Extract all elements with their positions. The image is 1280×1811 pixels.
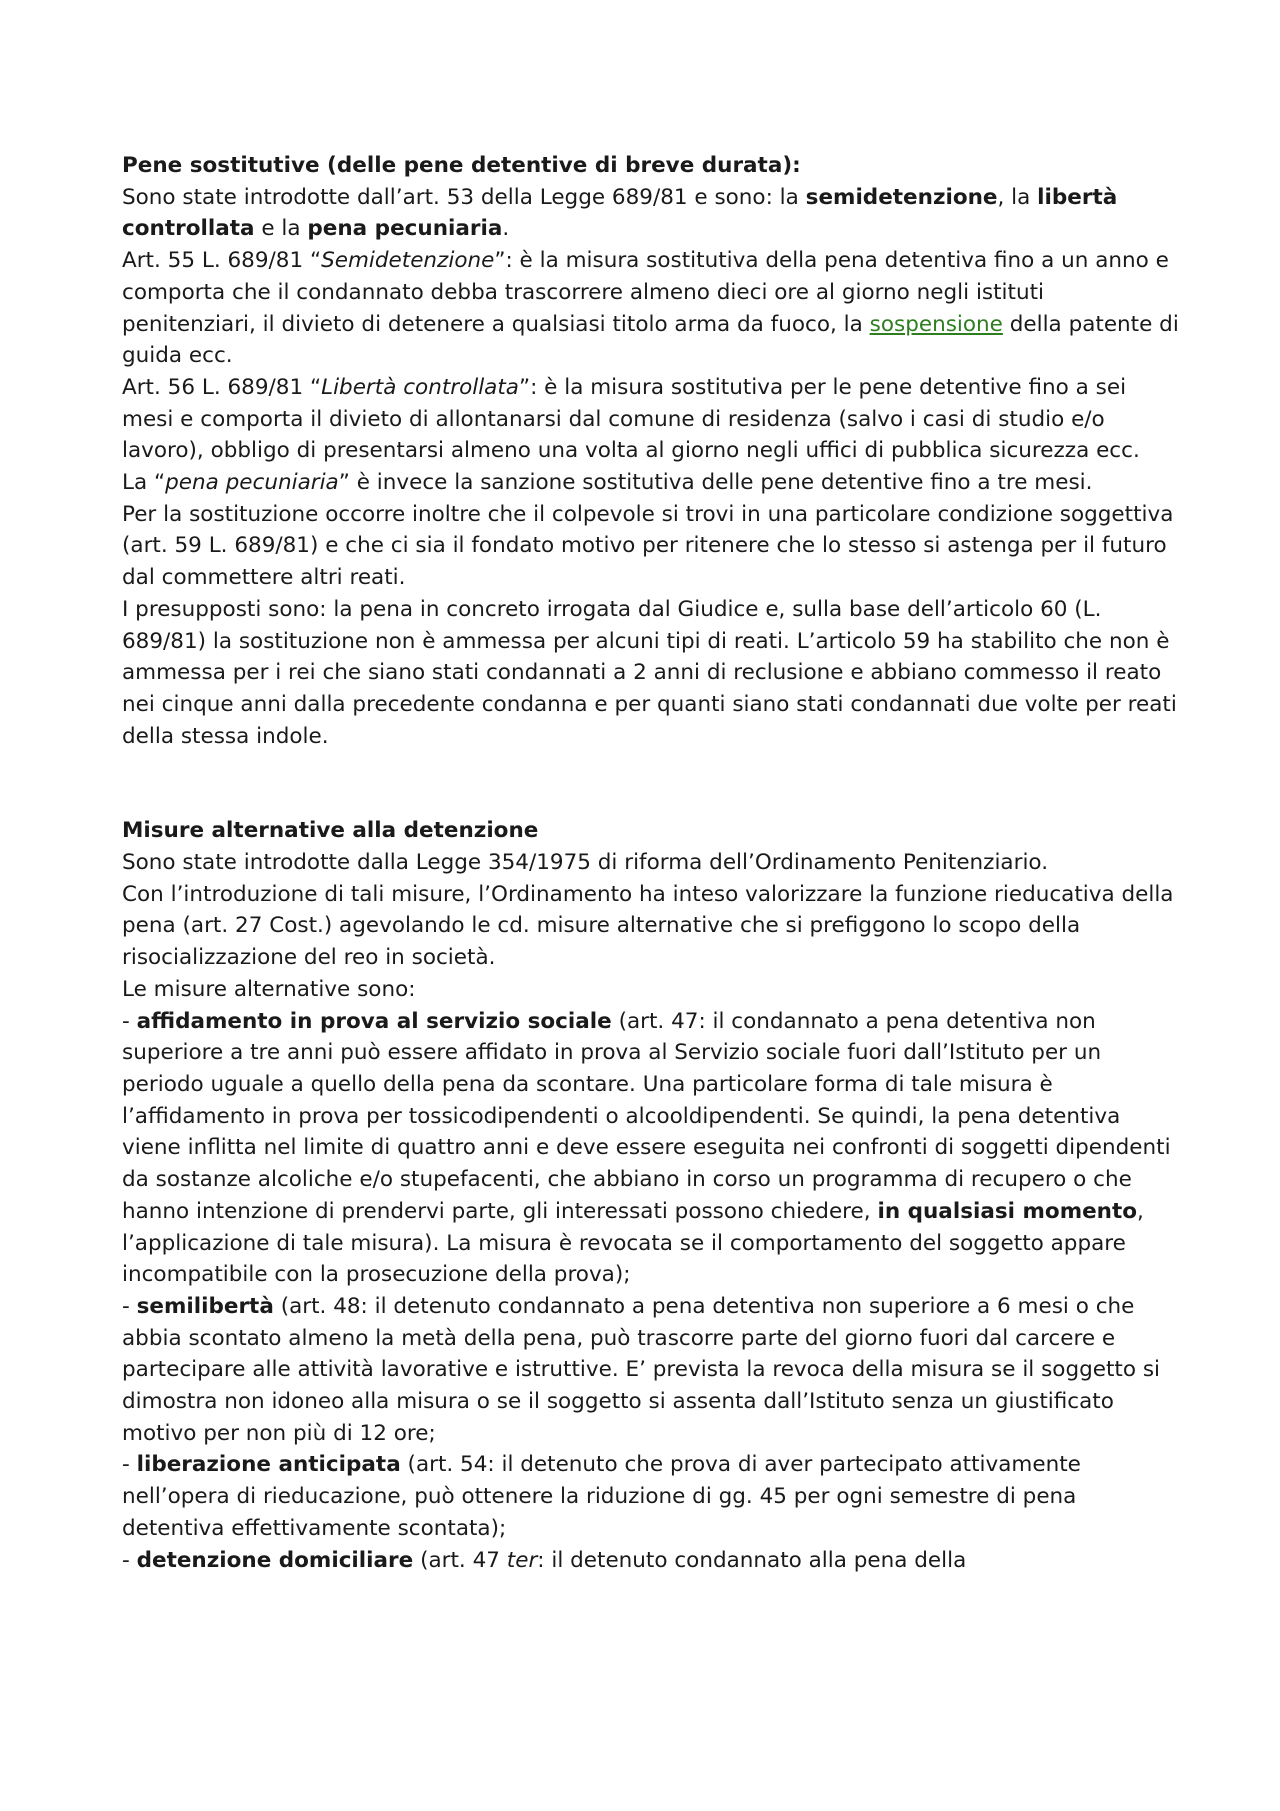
- section-spacer: [122, 752, 1182, 815]
- art55-paragraph: Art. 55 L. 689/81 “Semidetenzione”: è la misura sostitutiva della pena detentiva fino a un anno e comporta che il condannato debba trascorrere almeno dieci ore al giorno negli istituti penitenziari, il divieto di detenere a qualsiasi titolo arma da fuoco, la sospensione della patente di guida ecc.: [122, 248, 1179, 369]
- section-title: Pene sostitutive (delle pene detentive di breve durata):: [122, 153, 801, 178]
- list-item-semiliberta: - semilibertà (art. 48: il detenuto condannato a pena detentiva non superiore a 6 mesi o che abbia scontato almeno la metà della pena, può trascorre parte del giorno fuori dal carcere e partecipare alle attività lavorative e istruttive. E’ prevista la revoca della misura se il soggetto si dimostra non idoneo alla misura o se il soggetto si assenta dall’Istituto senza un giustificato motivo per non più di 12 ore;: [122, 1293, 1160, 1446]
- list-item-detenzione: - detenzione domiciliare (art. 47 ter: il detenuto condannato alla pena della: [122, 1547, 967, 1573]
- section-misure-alternative: [122, 815, 1182, 1576]
- ordinamento-paragraph: Con l’introduzione di tali misure, l’Ordinamento ha inteso valorizzare la funzione rieducativa della pena (art. 27 Cost.) agevolando le cd. misure alternative che si prefiggono lo scopo della risocializzazione del reo in società.: [122, 881, 1174, 971]
- list-item-affidamento: - affidamento in prova al servizio sociale (art. 47: il condannato a pena detentiva non superiore a tre anni può essere affidato in prova al Servizio sociale fuori dall’Istituto per un periodo uguale a quello della pena da scontare. Una particolare forma di tale misura è l’affidamento in prova per tossicodipendenti o alcooldipendenti. Se quindi, la pena detentiva viene inflitta nel limite di quattro anni e deve essere eseguita nei confronti di soggetti dipendenti da sostanze alcoliche e/o stupefacenti, che abbiano in corso un programma di recupero o che hanno intenzione di prendervi parte, gli interessati possono chiedere, in qualsiasi momento, l’applicazione di tale misura). La misura è revocata se il comportamento del soggetto appare incompatibile con la prosecuzione della prova);: [122, 1008, 1171, 1288]
- list-intro: Le misure alternative sono:: [122, 976, 416, 1002]
- sospensione-link[interactable]: sospensione: [869, 311, 1003, 337]
- presupposti-paragraph: I presupposti sono: la pena in concreto irrogata dal Giudice e, sulla base dell’articolo 60 (L. 689/81) la sostituzione non è ammessa per alcuni tipi di reati. L’articolo 59 ha stabilito che non è ammessa per i rei che siano stati condannati a 2 anni di reclusione e abbiano commesso il reato nei cinque anni dalla precedente condanna e per quanti siano stati condannati due volte per reati della stessa indole.: [122, 596, 1177, 749]
- intro-paragraph: Sono state introdotte dall’art. 53 della Legge 689/81 e sono: la semidetenzione, la libertà controllata e la pena pecuniaria.: [122, 184, 1118, 242]
- section-pene-sostitutive: [122, 150, 1182, 752]
- legge-354-paragraph: Sono state introdotte dalla Legge 354/1975 di riforma dell’Ordinamento Penitenziario.: [122, 850, 1049, 876]
- art56-paragraph: Art. 56 L. 689/81 “Libertà controllata”: è la misura sostitutiva per le pene detentive fino a sei mesi e comporta il divieto di allontanarsi dal comune di residenza (salvo i casi di studio e/o lavoro), obbligo di presentarsi almeno una volta al giorno negli uffici di pubblica sicurezza ecc.: [122, 374, 1140, 464]
- section-title: Misure alternative alla detenzione: [122, 818, 539, 844]
- document-page: [122, 150, 1182, 1576]
- list-item-liberazione: - liberazione anticipata (art. 54: il detenuto che prova di aver partecipato attivamente nell’opera di rieducazione, può ottenere la riduzione di gg. 45 per ogni semestre di pena detentiva effettivamente scontata);: [122, 1452, 1081, 1541]
- sostituzione-paragraph: Per la sostituzione occorre inoltre che il colpevole si trovi in una particolare condizione soggettiva (art. 59 L. 689/81) e che ci sia il fondato motivo per ritenere che lo stesso si astenga per il futuro dal commettere altri reati.: [122, 501, 1174, 591]
- pena-pecuniaria-paragraph: La “pena pecuniaria” è invece la sanzione sostitutiva delle pene detentive fino a tre mesi.: [122, 470, 1093, 496]
